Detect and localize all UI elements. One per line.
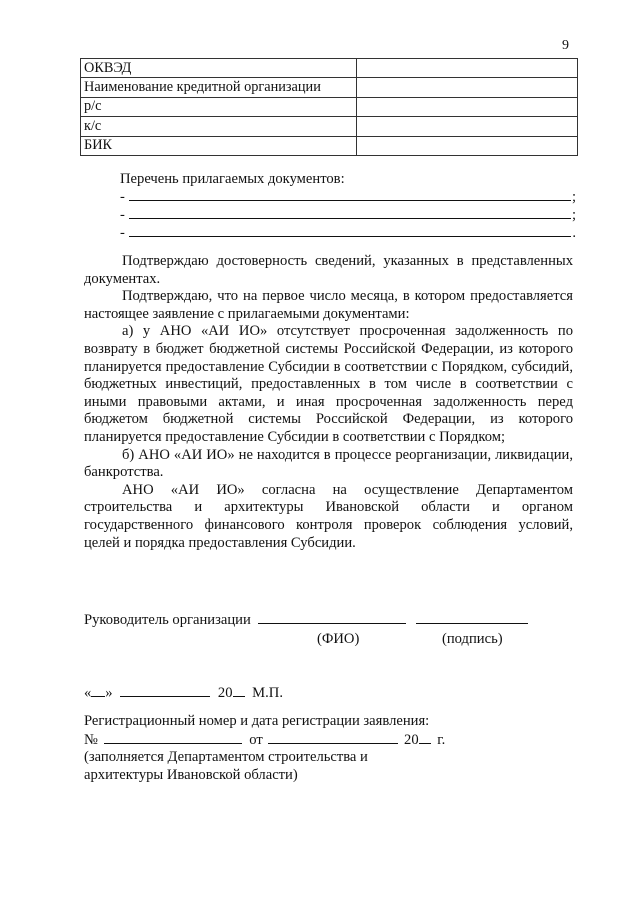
quote-close: »: [105, 685, 113, 701]
table-cell-label: БИК: [81, 136, 357, 155]
list-dash: -: [120, 189, 125, 205]
year-blank[interactable]: [419, 731, 431, 744]
table-cell-label: Наименование кредитной организации: [81, 78, 357, 97]
fio-blank[interactable]: [258, 611, 406, 624]
page-number: 9: [562, 38, 569, 53]
stamp-label: М.П.: [252, 685, 283, 701]
month-blank[interactable]: [120, 684, 210, 697]
year-prefix: 20: [217, 685, 233, 701]
fio-caption: (ФИО): [317, 631, 360, 647]
list-terminator: ;: [571, 207, 576, 223]
list-terminator: .: [572, 225, 576, 241]
table-row: [81, 78, 578, 97]
document-line[interactable]: [120, 206, 576, 224]
table-cell-value[interactable]: [357, 136, 578, 155]
year-suffix: г.: [437, 732, 446, 748]
table-cell-value[interactable]: [357, 78, 578, 97]
blank-line[interactable]: [129, 206, 571, 219]
date-row: [84, 684, 283, 702]
table-cell-value[interactable]: [357, 97, 578, 116]
confirm-intro-paragraph: Подтверждаю, что на первое число месяца, в котором предоставляется настоящее заявление с прилагаемыми документами:: [84, 288, 573, 322]
signature-blank[interactable]: [416, 611, 528, 624]
table-cell-label: ОКВЭД: [81, 59, 357, 78]
document-line[interactable]: [120, 224, 576, 242]
statement-body: [84, 253, 573, 552]
table-cell-value[interactable]: [357, 59, 578, 78]
signature-label: Руководитель организации: [84, 612, 251, 628]
list-dash: -: [120, 225, 125, 241]
confirm-docs-paragraph: Подтверждаю достоверность сведений, указанных в представленных документах.: [84, 253, 573, 287]
table-row: [81, 59, 578, 78]
registration-heading: Регистрационный номер и дата регистрации заявления:: [84, 713, 430, 729]
registration-number-blank[interactable]: [104, 731, 242, 744]
registration-date-blank[interactable]: [268, 731, 398, 744]
table-row: [81, 136, 578, 155]
registration-note: (заполняется Департаментом строительства и: [84, 749, 368, 765]
signature-row: [84, 611, 528, 629]
list-terminator: ;: [571, 189, 576, 205]
table-cell-label: р/с: [81, 97, 357, 116]
table-cell-value[interactable]: [357, 117, 578, 136]
blank-line[interactable]: [129, 188, 571, 201]
item-a-paragraph: а) у АНО «АИ ИО» отсутствует просроченная задолженность по возврату в бюджет бюджетной системы Российской Федерации, из которого планируется предоставление Субсидии в соответствии с Порядком, субсидий, бюджетных инвестиций, предоставленных в том числе в соответствии с иными правовыми актами, и иная просроченная задолженность перед бюджетом бюджетной системы Российской Федерации, из которого планируется предоставление Субсидии в соответствии с Порядком;: [84, 323, 573, 445]
document-line[interactable]: [120, 188, 576, 206]
documents-heading: Перечень прилагаемых документов:: [120, 171, 345, 187]
registration-row: [84, 731, 445, 749]
table-row: [81, 97, 578, 116]
table-row: [81, 117, 578, 136]
from-label: от: [249, 732, 263, 748]
blank-line[interactable]: [129, 224, 571, 237]
registration-note: архитектуры Ивановской области): [84, 767, 298, 783]
table-cell-label: к/с: [81, 117, 357, 136]
list-dash: -: [120, 207, 125, 223]
quote-open: «: [84, 685, 92, 701]
item-b-paragraph: б) АНО «АИ ИО» не находится в процессе реорганизации, ликвидации, банкротства.: [84, 446, 573, 481]
number-sign: №: [84, 732, 98, 748]
signature-caption: (подпись): [442, 631, 503, 647]
year-blank[interactable]: [233, 684, 245, 697]
year-prefix: 20: [404, 732, 419, 748]
consent-paragraph: АНО «АИ ИО» согласна на осуществление Департаментом строительства и архитектуры Ивановской области и органом государственного финансового контроля проверок соблюдения условий, целей и порядка предоставления Субсидии.: [84, 481, 573, 551]
day-blank[interactable]: [91, 684, 105, 697]
requisites-table: [80, 58, 578, 156]
